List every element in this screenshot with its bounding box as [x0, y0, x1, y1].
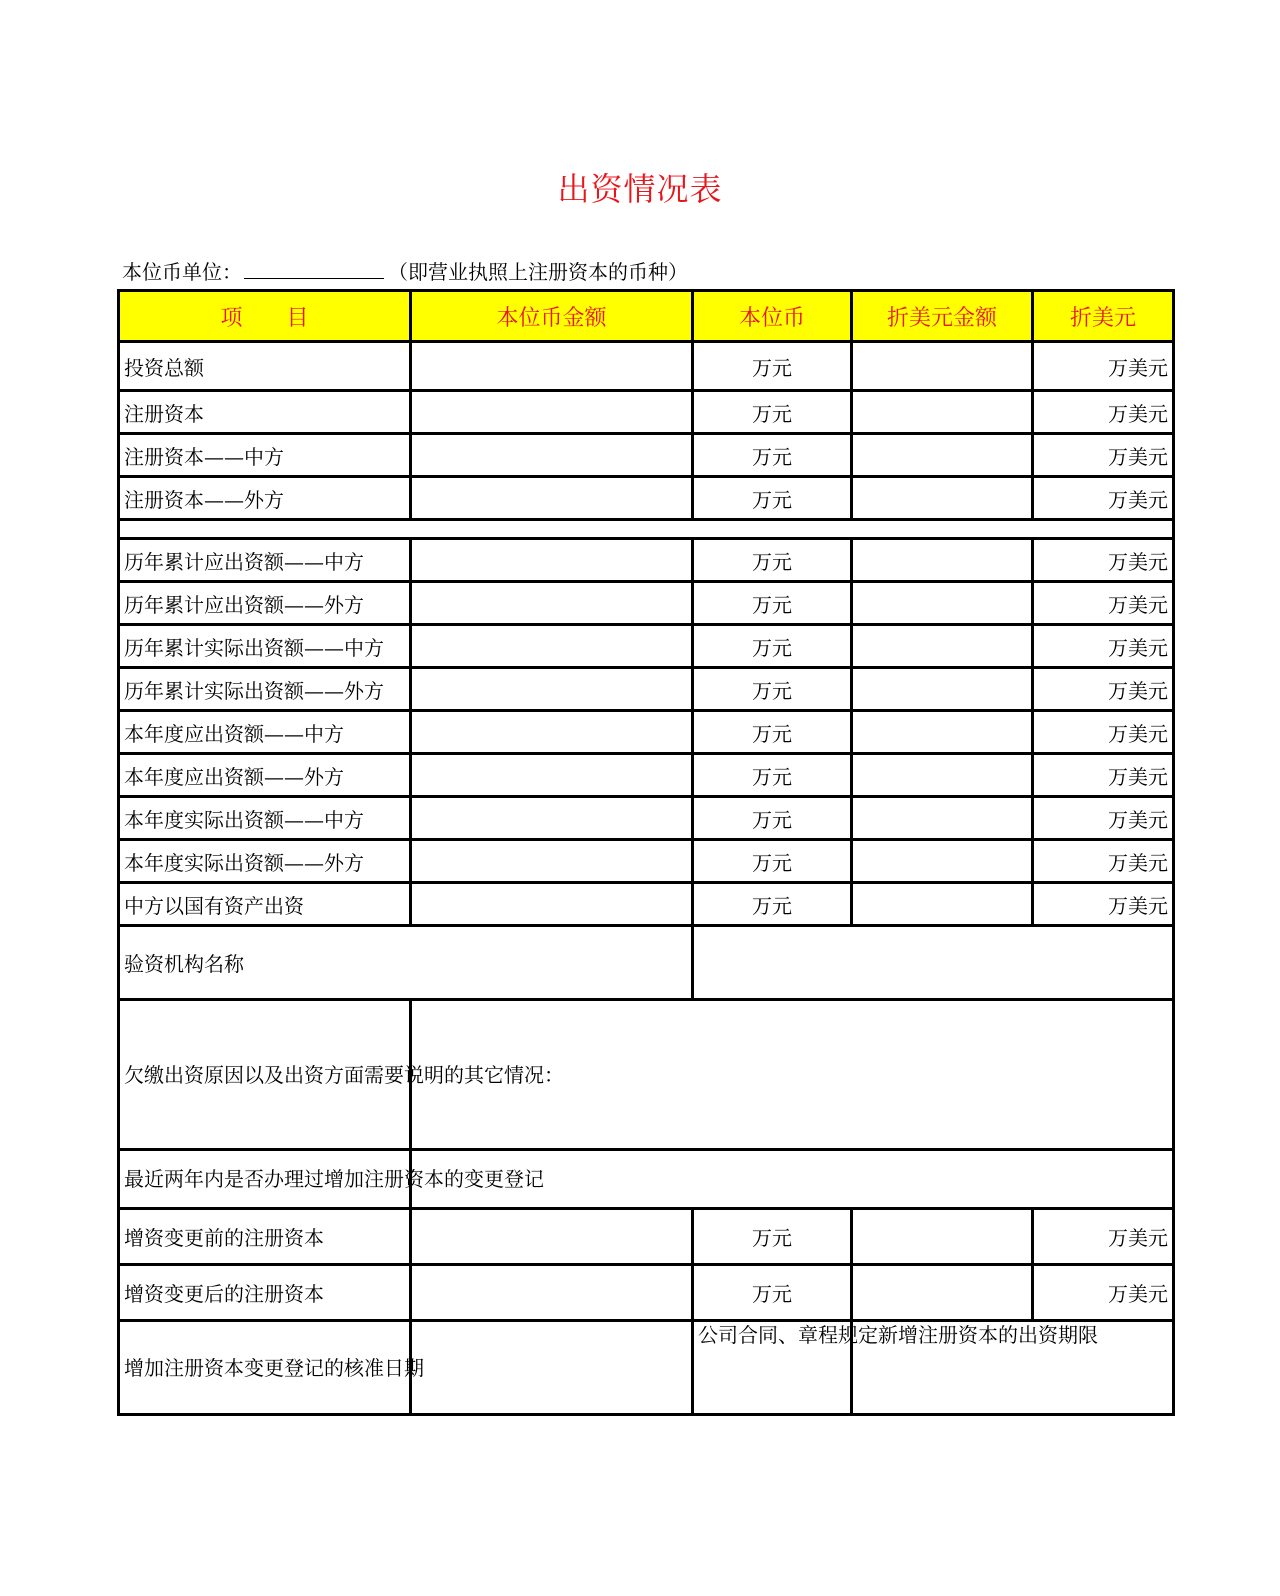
table-row	[119, 477, 1174, 520]
row-label: 投资总额	[119, 342, 411, 391]
table-row	[119, 434, 1174, 477]
usd-amount-cell[interactable]	[852, 477, 1033, 520]
currency-unit-hint: （即营业执照上注册资本的币种）	[388, 260, 688, 284]
usd-unit-cell: 万美元	[1033, 797, 1174, 840]
row-label: 历年累计实际出资额——中方	[119, 625, 411, 668]
usd-unit-cell: 万美元	[1033, 434, 1174, 477]
approval-label: 增加注册资本变更登记的核准日期	[119, 1321, 411, 1415]
unit-cell: 万元	[693, 754, 852, 797]
usd-amount-cell[interactable]	[852, 582, 1033, 625]
approval-row	[119, 1321, 1174, 1415]
local-amount-cell[interactable]	[411, 668, 693, 711]
local-amount-cell[interactable]	[411, 754, 693, 797]
table-row	[119, 668, 1174, 711]
usd-unit-cell: 万美元	[1033, 625, 1174, 668]
currency-unit-line	[122, 256, 688, 285]
usd-amount-cell[interactable]	[852, 711, 1033, 754]
local-amount-cell[interactable]	[411, 1265, 693, 1321]
verify-org-label: 验资机构名称	[119, 926, 693, 1000]
unit-cell: 万元	[693, 1265, 852, 1321]
unit-cell: 万元	[693, 668, 852, 711]
row-label: 中方以国有资产出资	[119, 883, 411, 926]
unit-cell: 万元	[693, 625, 852, 668]
row-label: 历年累计实际出资额——外方	[119, 668, 411, 711]
local-amount-cell[interactable]	[411, 1209, 693, 1265]
local-amount-cell[interactable]	[411, 711, 693, 754]
table-row	[119, 797, 1174, 840]
row-label: 本年度应出资额——外方	[119, 754, 411, 797]
usd-amount-cell[interactable]	[852, 883, 1033, 926]
row-label: 注册资本	[119, 391, 411, 434]
usd-amount-cell[interactable]	[852, 840, 1033, 883]
table-row	[119, 625, 1174, 668]
table-row	[119, 711, 1174, 754]
recent-change-row	[119, 1150, 1174, 1209]
after-change-label: 增资变更后的注册资本	[119, 1265, 411, 1321]
usd-unit-cell: 万美元	[1033, 342, 1174, 391]
header-usd-amount: 折美元金额	[852, 291, 1033, 342]
header-item: 项 目	[119, 291, 411, 342]
unit-cell: 万元	[693, 797, 852, 840]
local-amount-cell[interactable]	[411, 797, 693, 840]
row-label: 本年度实际出资额——外方	[119, 840, 411, 883]
header-usd: 折美元	[1033, 291, 1174, 342]
usd-amount-cell[interactable]	[852, 668, 1033, 711]
unit-cell: 万元	[693, 477, 852, 520]
table-row	[119, 883, 1174, 926]
row-label: 历年累计应出资额——外方	[119, 582, 411, 625]
local-amount-cell[interactable]	[411, 539, 693, 582]
usd-unit-cell: 万美元	[1033, 883, 1174, 926]
row-label: 注册资本——中方	[119, 434, 411, 477]
usd-amount-cell[interactable]	[852, 342, 1033, 391]
usd-unit-cell: 万美元	[1033, 391, 1174, 434]
recent-change-label: 最近两年内是否办理过增加注册资本的变更登记	[119, 1150, 411, 1209]
unit-cell: 万元	[693, 391, 852, 434]
row-label: 本年度实际出资额——中方	[119, 797, 411, 840]
local-amount-cell[interactable]	[411, 883, 693, 926]
unit-cell: 万元	[693, 434, 852, 477]
currency-unit-blank[interactable]	[244, 260, 384, 279]
usd-amount-cell[interactable]	[852, 434, 1033, 477]
usd-amount-cell[interactable]	[852, 539, 1033, 582]
usd-amount-cell[interactable]	[852, 754, 1033, 797]
local-amount-cell[interactable]	[411, 342, 693, 391]
row-label: 注册资本——外方	[119, 477, 411, 520]
spacer-cell	[119, 520, 1174, 539]
table-row	[119, 391, 1174, 434]
unit-cell: 万元	[693, 883, 852, 926]
capital-contribution-table	[117, 289, 1175, 1416]
unit-cell: 万元	[693, 711, 852, 754]
local-amount-cell[interactable]	[411, 582, 693, 625]
table-row	[119, 539, 1174, 582]
arrears-row	[119, 1000, 1174, 1150]
usd-amount-cell[interactable]	[852, 1209, 1033, 1265]
arrears-label: 欠缴出资原因以及出资方面需要说明的其它情况：	[119, 1000, 411, 1150]
header-local-amount: 本位币金额	[411, 291, 693, 342]
local-amount-cell[interactable]	[411, 434, 693, 477]
unit-cell: 万元	[693, 840, 852, 883]
deadline-note: 公司合同、章程规定新增注册资本的出资期限	[693, 1321, 852, 1415]
usd-amount-cell[interactable]	[852, 625, 1033, 668]
verify-org-value[interactable]	[693, 926, 1174, 1000]
spacer-row	[119, 520, 1174, 539]
row-label: 本年度应出资额——中方	[119, 711, 411, 754]
unit-cell: 万元	[693, 582, 852, 625]
usd-unit-cell: 万美元	[1033, 840, 1174, 883]
unit-cell: 万元	[693, 1209, 852, 1265]
table-row	[119, 754, 1174, 797]
usd-unit-cell: 万美元	[1033, 477, 1174, 520]
usd-amount-cell[interactable]	[852, 1265, 1033, 1321]
after-change-row	[119, 1265, 1174, 1321]
currency-unit-label: 本位币单位：	[122, 260, 242, 284]
local-amount-cell[interactable]	[411, 391, 693, 434]
before-change-row	[119, 1209, 1174, 1265]
usd-unit-cell: 万美元	[1033, 1265, 1174, 1321]
usd-unit-cell: 万美元	[1033, 582, 1174, 625]
table-row	[119, 840, 1174, 883]
local-amount-cell[interactable]	[411, 840, 693, 883]
unit-cell: 万元	[693, 342, 852, 391]
page-title: 出资情况表	[557, 170, 723, 208]
header-local-currency: 本位币	[693, 291, 852, 342]
verify-org-row	[119, 926, 1174, 1000]
before-change-label: 增资变更前的注册资本	[119, 1209, 411, 1265]
approval-date-value[interactable]	[411, 1321, 693, 1415]
local-amount-cell[interactable]	[411, 625, 693, 668]
usd-unit-cell: 万美元	[1033, 539, 1174, 582]
table-row	[119, 342, 1174, 391]
unit-cell: 万元	[693, 539, 852, 582]
usd-unit-cell: 万美元	[1033, 711, 1174, 754]
row-label: 历年累计应出资额——中方	[119, 539, 411, 582]
usd-unit-cell: 万美元	[1033, 1209, 1174, 1265]
usd-amount-cell[interactable]	[852, 797, 1033, 840]
usd-unit-cell: 万美元	[1033, 668, 1174, 711]
header-row	[119, 291, 1174, 342]
table-row	[119, 582, 1174, 625]
usd-unit-cell: 万美元	[1033, 754, 1174, 797]
local-amount-cell[interactable]	[411, 477, 693, 520]
usd-amount-cell[interactable]	[852, 391, 1033, 434]
